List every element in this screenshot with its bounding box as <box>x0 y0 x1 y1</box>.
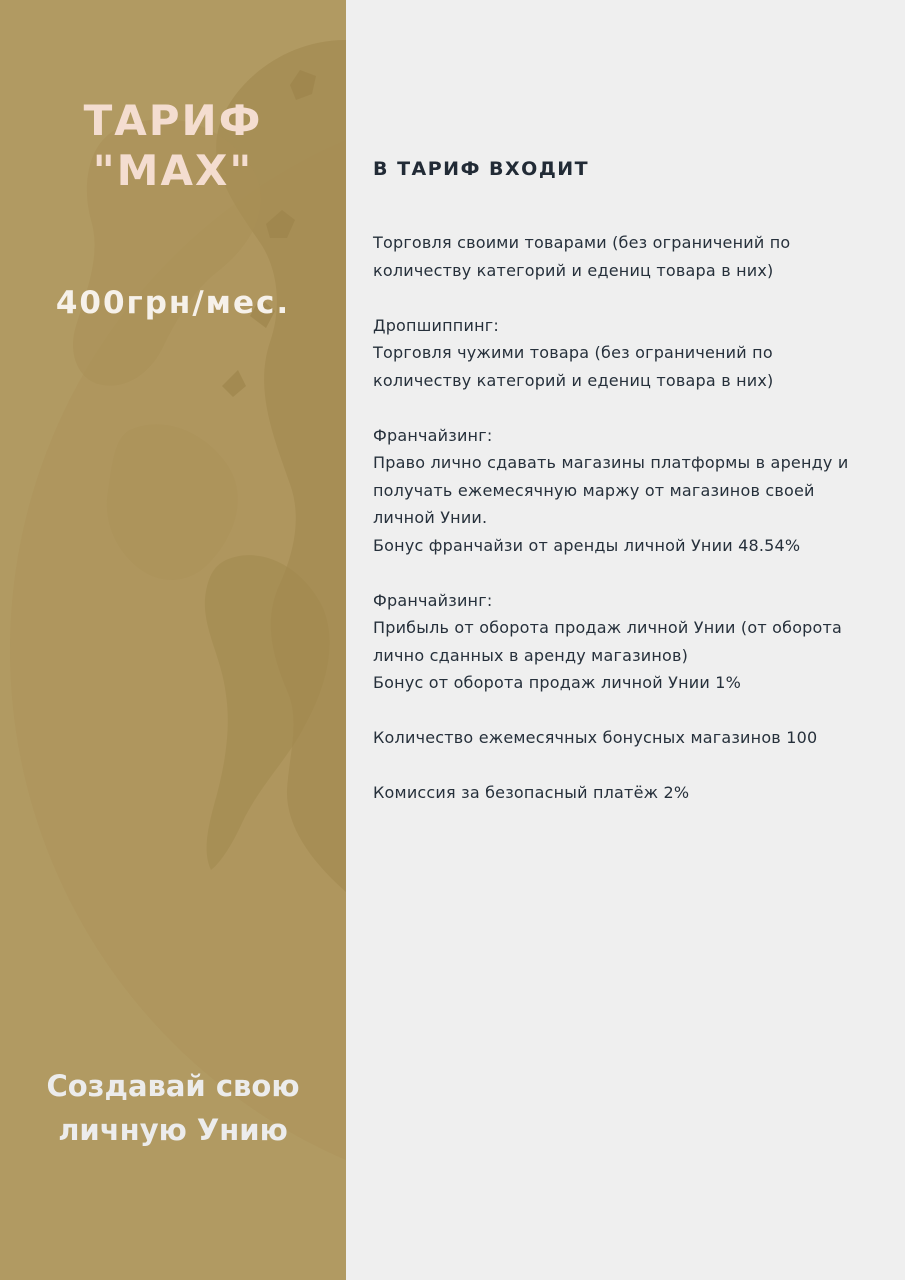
feature-line: Бонус от оборота продаж личной Унии 1% <box>373 673 742 692</box>
feature-bonus-shops <box>373 724 883 752</box>
feature-line: Франчайзинг: <box>373 590 493 610</box>
feature-line: Комиссия за безопасный платёж 2% <box>373 783 690 802</box>
feature-line: количеству категорий и едениц товара в них) <box>373 260 774 280</box>
feature-line: лично сданных в аренду магазинов) <box>373 645 689 665</box>
tariff-sidebar <box>0 0 346 1280</box>
feature-dropshipping <box>373 312 883 395</box>
slogan <box>0 1064 346 1152</box>
feature-line: Торговля чужими товара (без ограничений по <box>373 343 773 362</box>
feature-own-goods <box>373 229 883 284</box>
feature-line: получать ежемесячную маржу от магазинов своей <box>373 480 815 500</box>
slogan-line-2: личную Унию <box>58 1113 288 1147</box>
tariff-price: 400грн/мес. <box>55 285 291 321</box>
feature-line: Количество ежемесячных бонусных магазинов 100 <box>373 728 818 747</box>
feature-line: количеству категорий и едениц товара в них) <box>373 370 774 390</box>
feature-line: Дропшиппинг: <box>373 315 499 335</box>
tariff-details-panel <box>346 0 905 1280</box>
included-features-heading: В ТАРИФ ВХОДИТ <box>373 158 590 180</box>
slogan-line-1: Создавай свою <box>46 1069 300 1103</box>
feature-line: Франчайзинг: <box>373 425 493 445</box>
feature-franchise-rental <box>373 422 883 560</box>
feature-franchise-turnover <box>373 587 883 697</box>
feature-list <box>373 229 883 834</box>
tariff-title <box>0 96 346 196</box>
feature-line: личной Унии. <box>373 508 488 527</box>
tariff-title-line-1: ТАРИФ <box>83 96 263 145</box>
feature-payment-commission <box>373 779 883 807</box>
feature-line: Торговля своими товарами (без ограничений по <box>373 233 791 252</box>
tariff-title-line-2: "MAX" <box>92 146 254 195</box>
feature-line: Право лично сдавать магазины платформы в аренду и <box>373 453 849 472</box>
feature-line: Прибыль от оборота продаж личной Унии (от оборота <box>373 618 843 637</box>
feature-line: Бонус франчайзи от аренды личной Унии 48.54% <box>373 535 801 555</box>
